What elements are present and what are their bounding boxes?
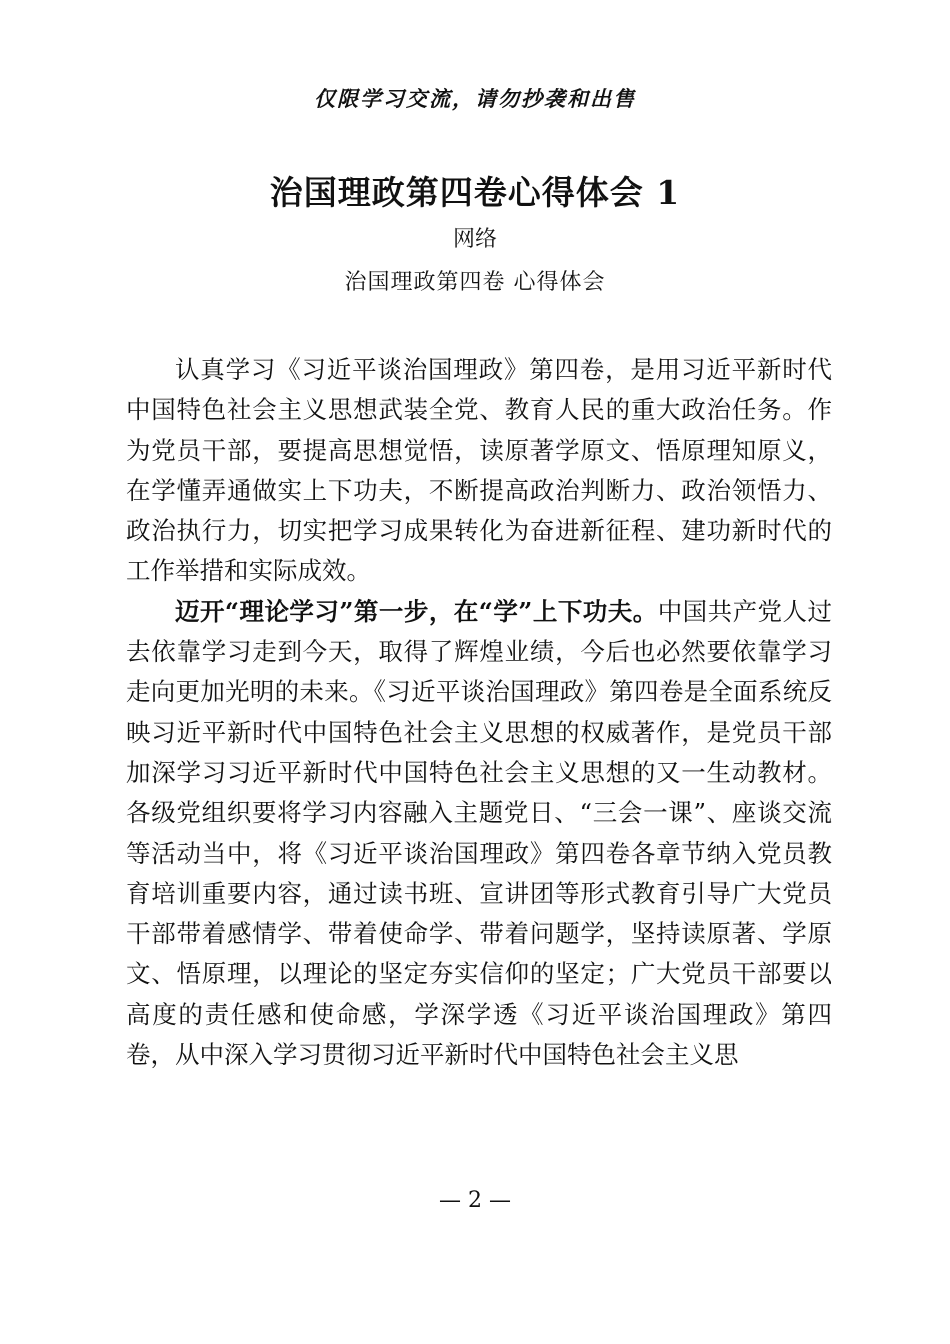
paragraph-2-text: 中国共产党人过去依靠学习走到今天，取得了辉煌业绩，今后也必然要依靠学习走向更加光明的未来。《习近平谈治国理政》第四卷是全面系统反映习近平新时代中国特色社会主义思想的权威著作，是党员干部加深学习习近平新时代中国特色社会主义思想的又一生动教材。各级党组织要将学习内容融入主题党日、“三会一课”、座谈交流等活动当中，将《习近平谈治国理政》第四卷各章节纳入党员教育培训重要内容，通过读书班、宣讲团等形式教育引导广大党员干部带着感情学、带着使命学、带着问题学，坚持读原著、学原文、悟原理，以理论的坚定夯实信仰的坚定；广大党员干部要以高度的责任感和使命感，学深学透《习近平谈治国理政》第四卷，从中深入学习贯彻习近平新时代中国特色社会主义思 (126, 596, 832, 1070)
paragraph-2-heading: 迈开“理论学习”第一步，在“学”上下功夫。 (175, 596, 658, 626)
header-note: 仅限学习交流，请勿抄袭和出售 (314, 86, 636, 111)
paragraph-2 (126, 592, 832, 1076)
paragraph-1-text: 认真学习《习近平谈治国理政》第四卷，是用习近平新时代中国特色社会主义思想武装全党、教育人民的重大政治任务。作为党员干部，要提高思想觉悟，读原著学原文、悟原理知原义，在学懂弄通做实上下功夫，不断提高政治判断力、政治领悟力、政治执行力，切实把学习成果转化为奋进新征程、建功新时代的工作举措和实际成效。 (126, 355, 832, 586)
page-number: — 2 — (439, 1188, 511, 1213)
paragraph-1 (126, 350, 832, 592)
body-text (126, 350, 832, 1075)
author: 网络 (452, 227, 497, 252)
document-title: 治国理政第四卷心得体会 1 (269, 173, 681, 212)
keywords: 治国理政第四卷 心得体会 (344, 270, 606, 295)
